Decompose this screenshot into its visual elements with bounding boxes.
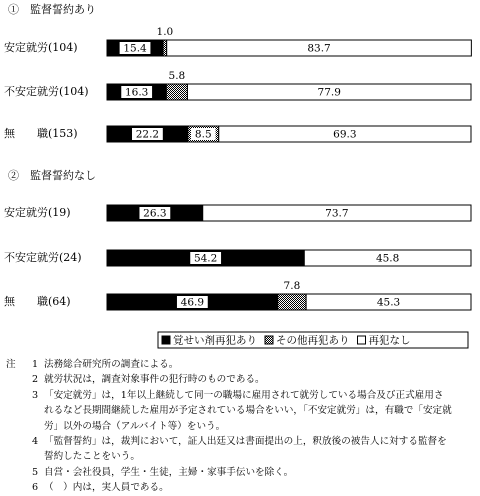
footnote-marker: 注 — [6, 359, 16, 370]
data-label: 45.8 — [375, 252, 400, 265]
footnote-prefix — [6, 403, 44, 418]
data-label: 7.8 — [283, 280, 301, 292]
footnote-line — [6, 465, 476, 480]
data-label: 73.7 — [325, 207, 349, 220]
bar-segment-other — [278, 294, 306, 310]
data-label: 69.3 — [333, 128, 357, 141]
legend-label: その他再犯あり — [276, 334, 350, 347]
data-label: 45.3 — [376, 296, 401, 309]
footnote-line — [6, 403, 476, 418]
footnote-number: 4 — [32, 436, 39, 448]
footnote-prefix — [6, 388, 44, 403]
footnote-text: （ ）内は，実人員である。 — [44, 482, 169, 494]
footnote-line — [6, 388, 476, 403]
category-label: 不安定就労(24) — [4, 251, 82, 264]
footnote-line — [6, 480, 476, 495]
footnote-prefix — [6, 434, 44, 449]
footnotes — [6, 357, 476, 496]
footnote-text: 「監督誓約」は，裁判において，証人出廷又は書面提出の上，釈放後の被告人に対する監督を — [44, 436, 447, 448]
legend-swatch — [162, 336, 170, 344]
data-label: 22.2 — [135, 128, 160, 141]
panel-heading: ① 監督誓約あり — [8, 3, 96, 16]
footnote-text: 誓約したことをいう。 — [44, 451, 140, 463]
data-label: 1.0 — [156, 26, 174, 38]
footnote-prefix — [6, 480, 44, 495]
legend-label: 再犯なし — [368, 334, 411, 347]
footnote-number: 1 — [32, 359, 39, 370]
footnote-prefix — [6, 465, 44, 480]
data-label: 15.4 — [123, 42, 147, 55]
footnote-prefix — [6, 357, 44, 372]
data-label: 8.5 — [194, 128, 212, 141]
panel-heading: ② 監督誓約なし — [8, 169, 96, 182]
data-label: 16.3 — [124, 86, 149, 99]
data-label: 26.3 — [143, 207, 167, 220]
data-label: 46.9 — [180, 296, 205, 309]
footnote-line — [6, 434, 476, 449]
data-label: 77.9 — [317, 86, 341, 99]
data-label: 5.8 — [168, 70, 186, 82]
bar-segment-other — [163, 40, 167, 56]
footnote-number: 2 — [32, 374, 39, 386]
category-label: 安定就労(104) — [4, 41, 78, 54]
legend-label: 覚せい剤再犯あり — [173, 334, 257, 347]
legend-swatch — [358, 336, 366, 344]
bar-segment-other — [166, 84, 187, 100]
footnote-line — [6, 372, 476, 387]
footnote-text: 自営・会社役員，学生・生徒，主婦・家事手伝いを除く。 — [44, 466, 294, 478]
footnote-prefix — [6, 419, 44, 434]
footnote-text: 労」以外の場合（アルバイト等）をいう。 — [44, 420, 226, 432]
footnote-line — [6, 449, 476, 464]
footnote-line — [6, 357, 476, 372]
footnote-text: れるなど長期間継続した雇用が予定されている場合をいい，「不安定就労」は，有職で「安定就 — [44, 405, 452, 417]
data-label: 54.2 — [193, 252, 218, 265]
footnote-text: 法務総合研究所の調査による。 — [44, 359, 179, 370]
legend-swatch — [265, 336, 273, 344]
footnote-number: 3 — [32, 389, 39, 401]
footnote-prefix — [6, 449, 44, 464]
footnote-line — [6, 419, 476, 434]
footnote-prefix — [6, 372, 44, 387]
category-label: 無 職(64) — [4, 295, 71, 308]
category-label: 無 職(153) — [4, 127, 78, 140]
data-label: 83.7 — [307, 42, 331, 55]
footnote-number: 6 — [32, 482, 39, 494]
footnote-text: 「安定就労」は，1年以上継続して同一の職場に雇用されて就労している場合及び正式雇用さ — [44, 389, 444, 401]
footnote-number: 5 — [32, 466, 39, 478]
category-label: 安定就労(19) — [4, 206, 71, 219]
category-label: 不安定就労(104) — [4, 85, 89, 98]
footnote-text: 就労状況は，調査対象事件の犯行時のものである。 — [44, 374, 265, 386]
